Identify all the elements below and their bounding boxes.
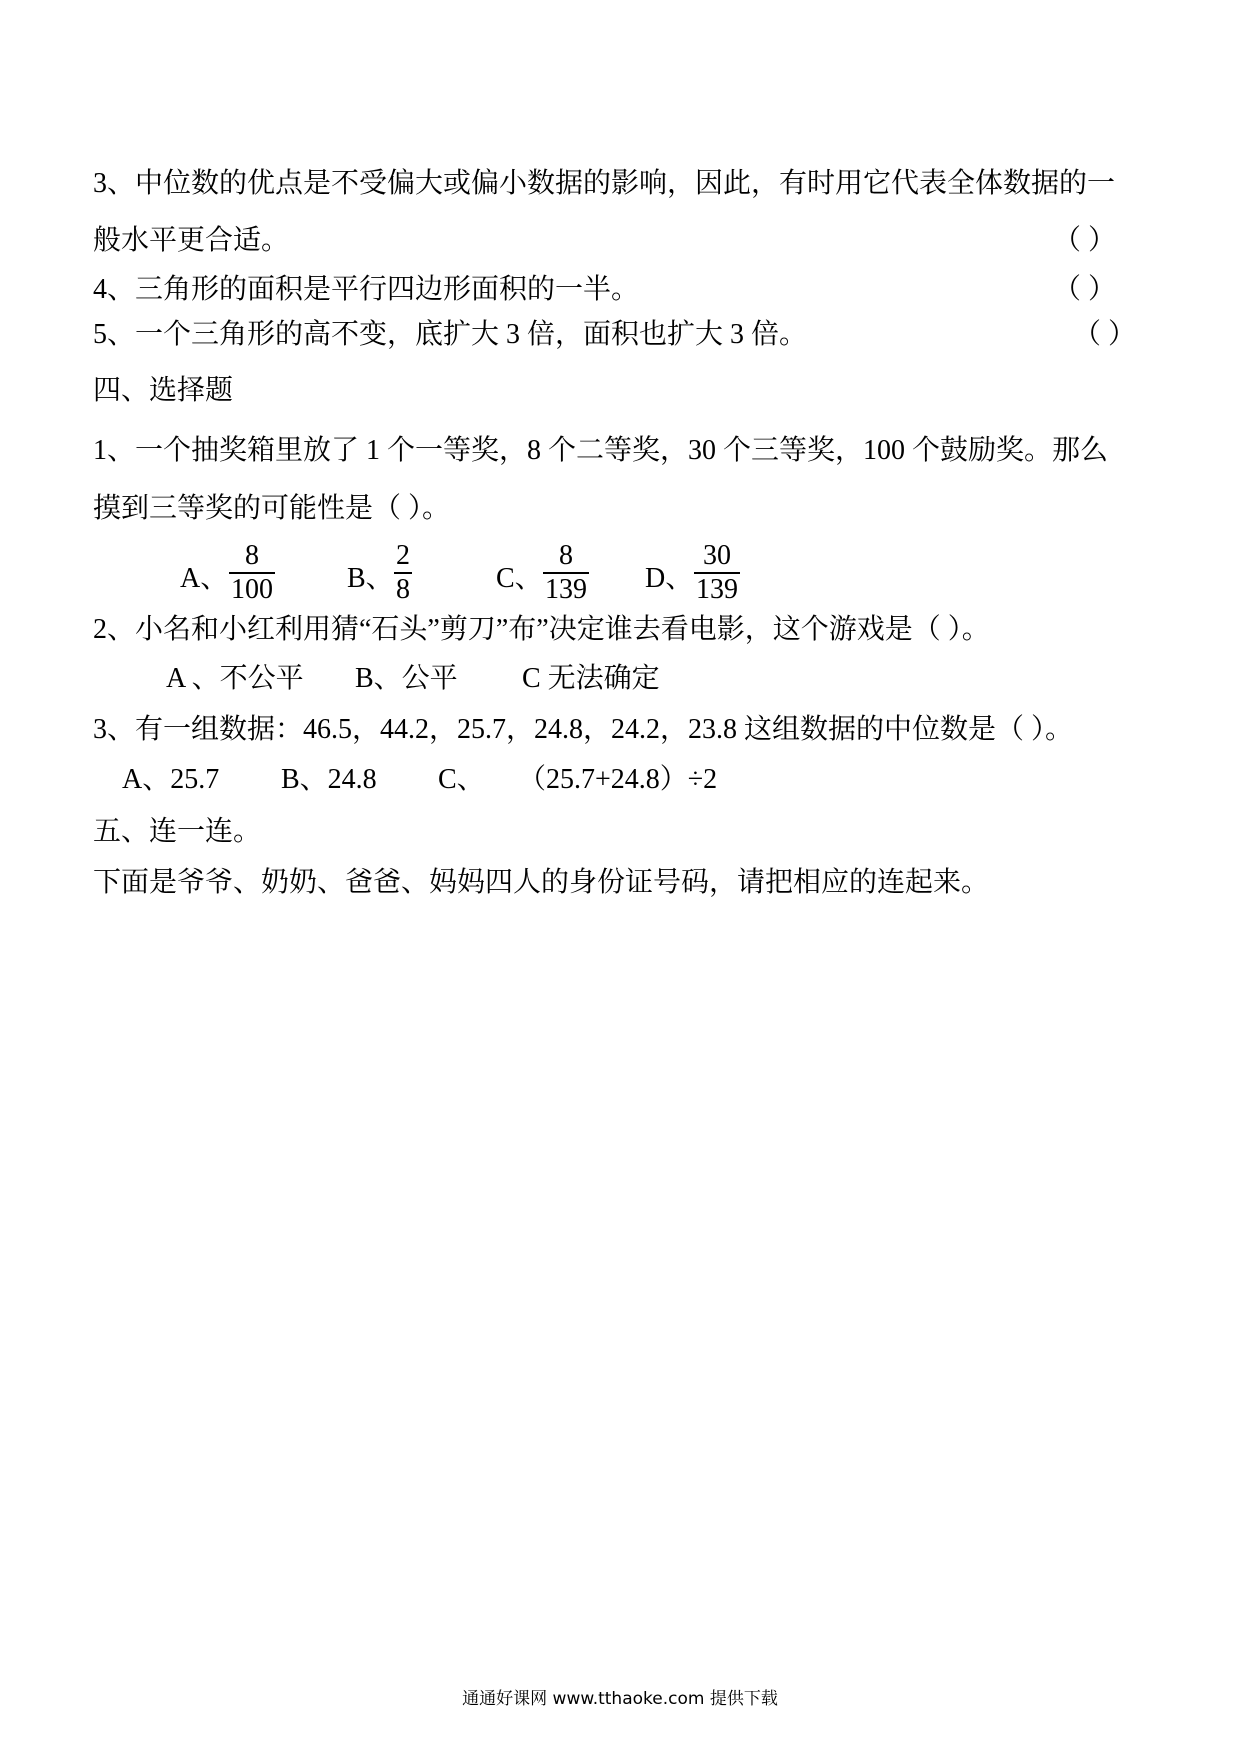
section-heading-choice: 四、选择题 xyxy=(93,375,234,406)
fraction-denominator: 100 xyxy=(231,574,273,605)
option-b-fraction xyxy=(394,540,412,606)
fraction-denominator: 8 xyxy=(396,574,410,605)
q2-option-c: C 无法确定 xyxy=(522,663,660,694)
section-heading-match: 五、连一连。 xyxy=(93,816,262,847)
answer-blank-q5: （ ） xyxy=(1073,319,1137,350)
option-a-label: A、 xyxy=(180,563,229,594)
option-b-label: B、 xyxy=(347,563,394,594)
fraction-numerator: 8 xyxy=(245,540,259,571)
choice-q2: 2、小名和小红利用猜“石头”剪刀”布”决定谁去看电影，这个游戏是（ ）。 xyxy=(93,614,990,645)
option-c-fraction xyxy=(543,540,589,606)
option-a-fraction xyxy=(229,540,275,606)
option-c-label: C、 xyxy=(496,563,543,594)
choice-q3: 3、有一组数据：46.5，44.2，25.7，24.8，24.2，23.8 这组数据的中位数是（ ）。 xyxy=(93,714,1074,745)
q3-option-a: A、25.7 xyxy=(122,764,220,795)
fraction-numerator: 8 xyxy=(559,540,573,571)
match-instruction: 下面是爷爷、奶奶、爸爸、妈妈四人的身份证号码，请把相应的连起来。 xyxy=(93,867,990,898)
page-footer: 通通好课网 www.tthaoke.com 提供下载 xyxy=(462,1689,778,1709)
judge-q3-line1: 3、中位数的优点是不受偏大或偏小数据的影响，因此，有时用它代表全体数据的一 xyxy=(93,168,1116,199)
q3-option-b: B、24.8 xyxy=(281,764,377,795)
choice-q1-line2: 摸到三等奖的可能性是（ ）。 xyxy=(93,493,451,524)
fraction-numerator: 2 xyxy=(396,540,410,571)
fraction-denominator: 139 xyxy=(696,574,738,605)
q2-option-a: A 、不公平 xyxy=(166,663,304,694)
fraction-denominator: 139 xyxy=(545,574,587,605)
answer-blank-q3: （ ） xyxy=(1053,225,1117,256)
fraction-numerator: 30 xyxy=(703,540,731,571)
q3-option-c-label: C、 xyxy=(438,764,485,795)
option-d-label: D、 xyxy=(645,563,694,594)
q3-option-c-value: （25.7+24.8）÷2 xyxy=(518,764,718,795)
judge-q5: 5、一个三角形的高不变，底扩大 3 倍，面积也扩大 3 倍。 xyxy=(93,319,808,350)
q2-option-b: B、公平 xyxy=(355,663,458,694)
judge-q3-line2: 般水平更合适。 xyxy=(93,225,290,256)
answer-blank-q4: （ ） xyxy=(1053,274,1117,305)
judge-q4: 4、三角形的面积是平行四边形面积的一半。 xyxy=(93,274,640,305)
choice-q1-line1: 1、一个抽奖箱里放了 1 个一等奖，8 个二等奖，30 个三等奖，100 个鼓励奖。那么 xyxy=(93,435,1109,466)
option-d-fraction xyxy=(694,540,740,606)
